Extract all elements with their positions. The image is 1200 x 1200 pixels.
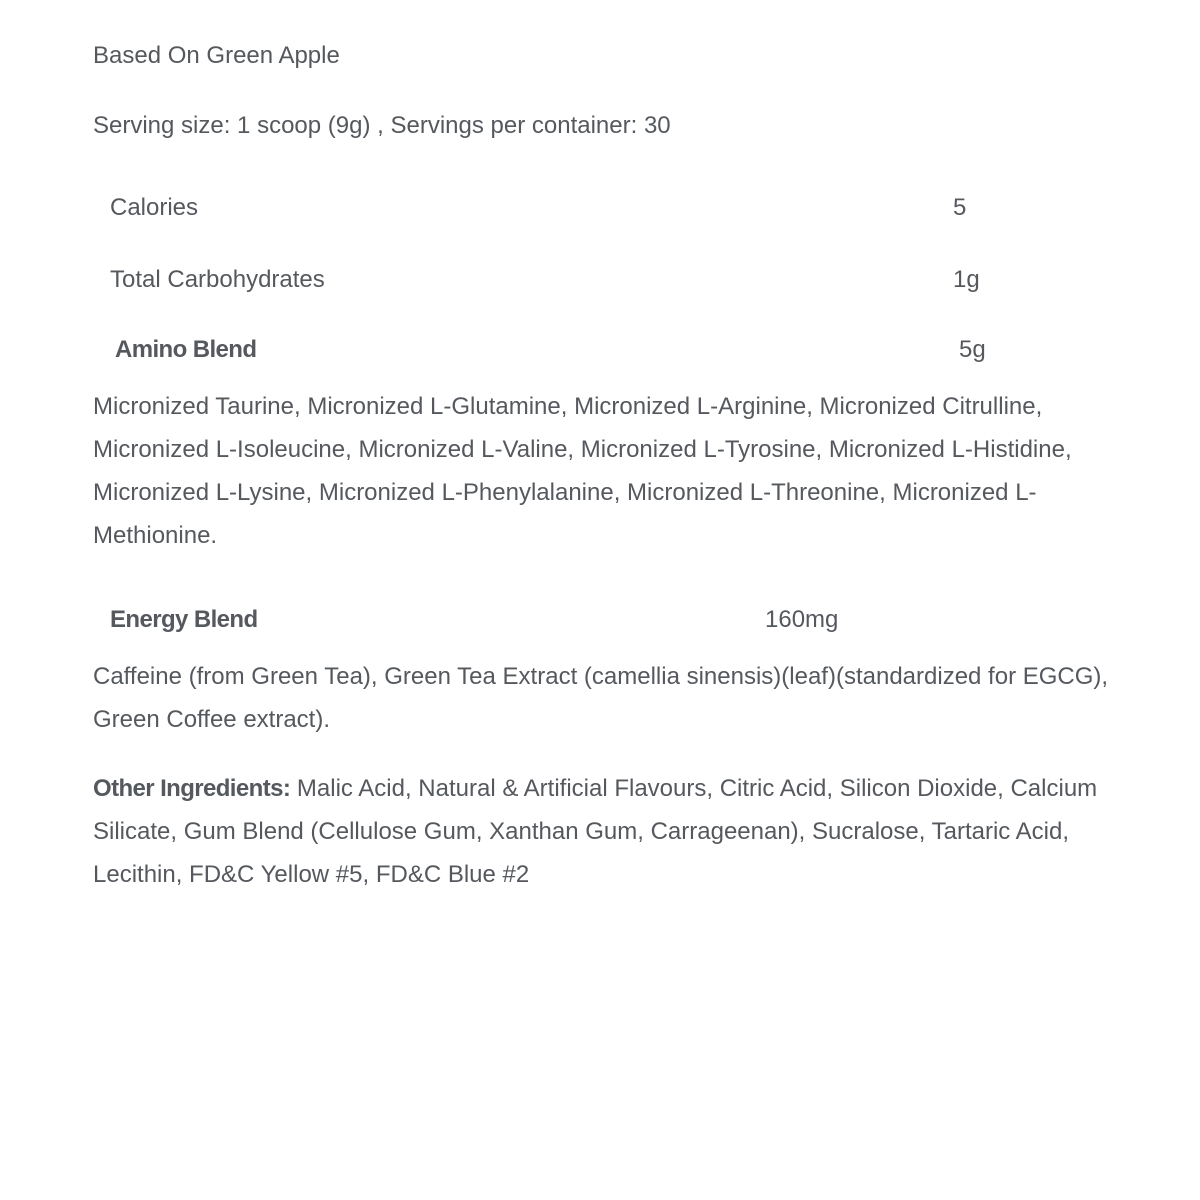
nutrient-value: 1g [953,266,980,293]
other-ingredients-text: Malic Acid, Natural & Artificial Flavours, Citric Acid, Silicon Dioxide, Calcium Silicate, Gum Blend (Cellulose Gum, Xanthan Gum, Carrageenan), Sucralose, Tartaric Acid, Lecithin, FD&C Yellow #5, FD&C Blue #2 [93,775,1098,888]
nutrient-label: Total Carbohydrates [110,266,325,293]
serving-size: Serving size: 1 scoop (9g) , [93,112,384,139]
nutrient-label: Calories [110,194,199,221]
flavor-line: Based On Green Apple [93,42,340,69]
other-ingredients-label: Other Ingredients: [93,775,291,802]
nutrient-row-calories [0,193,1200,223]
energy-blend-row [0,605,1200,635]
energy-blend-value: 160mg [765,606,839,633]
amino-blend-row [0,335,1200,365]
nutrient-value: 5 [953,194,967,221]
serving-info [93,111,671,141]
energy-blend-ingredients: Caffeine (from Green Tea), Green Tea Extract (camellia sinensis)(leaf)(standardized for EGCG), Green Coffee extract). [93,663,1109,733]
nutrient-row-carbohydrates [0,265,1200,295]
amino-blend-ingredients: Micronized Taurine, Micronized L-Glutamine, Micronized L-Arginine, Micronized Citrulline, Micronized L-Isoleucine, Micronized L-Valine, Micronized L-Tyrosine, Micronized L-Histidine, Micronized L-Lysine, Micronized L-Phenylalanine, Micronized L-Threonine, Micronized L-Methionine. [93,393,1072,549]
amino-blend-value: 5g [959,336,986,363]
servings-per-container: Servings per container: 30 [390,112,671,139]
energy-blend-label: Energy Blend [110,606,258,633]
amino-blend-label: Amino Blend [115,336,257,363]
other-ingredients [93,767,1133,896]
